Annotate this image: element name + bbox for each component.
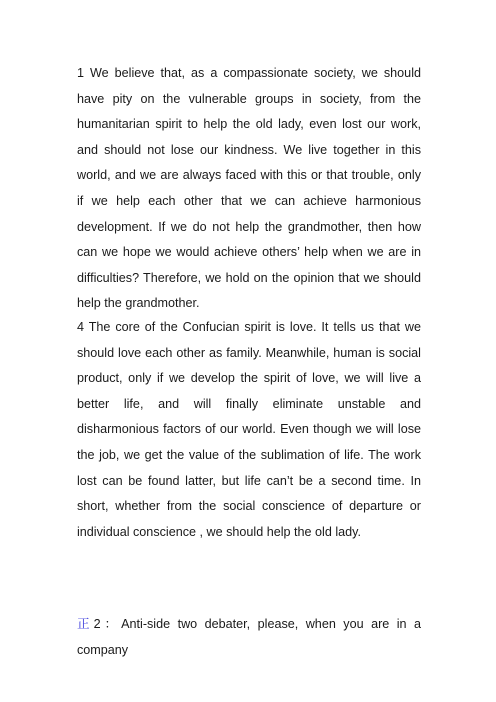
speaker-text: 2：Anti-side two debater, please, when you are in a company xyxy=(77,617,422,657)
paragraph-1: 1 We believe that, as a compassionate society, we should have pity on the vulnerable groups in society, from the humanitarian spirit to help the old lady, even lost our work, and should not lose our kindness. We live together in this world, and we are always faced with this or that trouble, only if we help each other that we can achieve harmonious development. If we do not help the grandmother, then how can we hope we would achieve others’ help when we are in difficulties? Therefore, we hold on the opinion that we should help the grandmother. xyxy=(77,66,421,311)
paragraph-debater-question xyxy=(77,611,421,663)
paragraph-4: 4 The core of the Confucian spirit is love. It tells us that we should love each other as family. Meanwhile, human is social product, only if we develop the spirit of love, we will live a better life, and will finally eliminate unstable and disharmonious factors of our world. Even though we will lose the job, we get the value of the sublimation of life. The work lost can be found latter, but life can’t be a second time. In short, whether from the social conscience of departure or individual conscience , we should help the old lady. xyxy=(77,320,421,539)
speaker-prefix: 正 xyxy=(77,616,94,631)
